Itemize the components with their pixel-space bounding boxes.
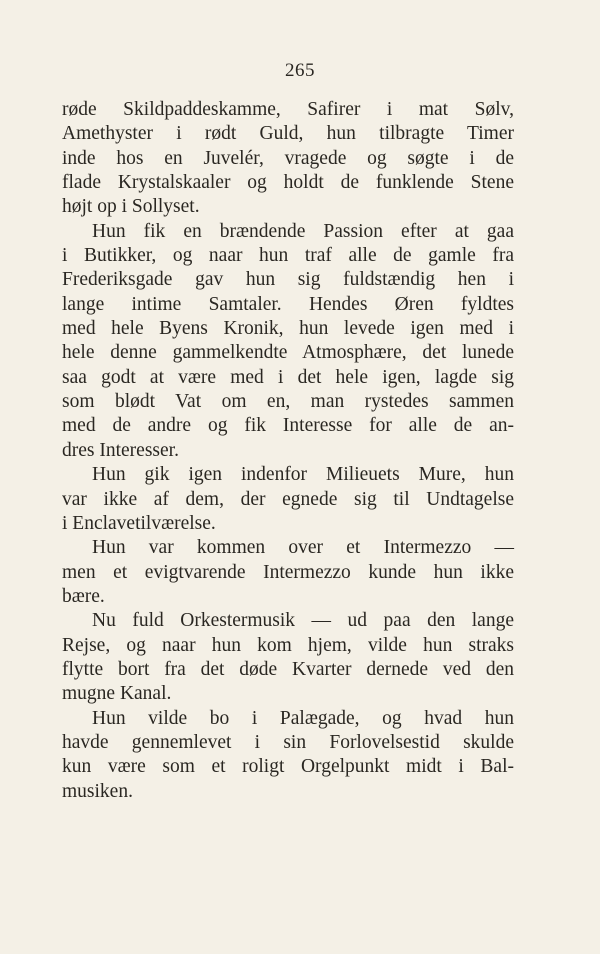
text-line: i Enclavetilværelse. bbox=[62, 512, 216, 534]
page-number: 265 bbox=[285, 60, 315, 81]
text-line: Amethyster i rødt Guld, hun tilbragte Timer bbox=[62, 123, 514, 145]
text-line: var ikke af dem, der egnede sig til Undtagelse bbox=[62, 488, 514, 510]
text-line: røde Skildpaddeskamme, Safirer i mat Sølv, bbox=[62, 99, 514, 120]
text-line: Hun gik igen indenfor Milieuets Mure, hun bbox=[92, 464, 514, 486]
text-line: som blødt Vat om en, man rystedes sammen bbox=[62, 391, 514, 413]
text-line: men et evigtvarende Intermezzo kunde hun ikke bbox=[62, 561, 514, 583]
text-line: Rejse, og naar hun kom hjem, vilde hun straks bbox=[62, 634, 514, 656]
text-line: havde gennemlevet i sin Forlovelsestid skulde bbox=[62, 731, 514, 753]
text-line: flade Krystalskaaler og holdt de funklende Stene bbox=[62, 172, 514, 194]
text-line: med hele Byens Kronik, hun levede igen med i bbox=[62, 318, 514, 340]
text-line: Frederiksgade gav hun sig fuldstændig hen i bbox=[62, 269, 514, 291]
text-line: højt op i Sollyset. bbox=[62, 196, 200, 218]
text-line: mugne Kanal. bbox=[62, 683, 172, 705]
text-line: flytte bort fra det døde Kvarter dernede ved den bbox=[62, 658, 514, 680]
text-line: kun være som et roligt Orgelpunkt midt i Bal- bbox=[62, 756, 514, 778]
text-line: bære. bbox=[62, 585, 105, 607]
text-line: dres Interesser. bbox=[62, 439, 179, 461]
text-line: Hun vilde bo i Palægade, og hvad hun bbox=[92, 707, 514, 729]
text-line: inde hos en Juvelér, vragede og søgte i de bbox=[62, 147, 514, 169]
text-line: saa godt at være med i det hele igen, lagde sig bbox=[62, 366, 514, 388]
body-text bbox=[62, 98, 514, 804]
text-line: med de andre og fik Interesse for alle de an- bbox=[62, 415, 514, 437]
text-line: hele denne gammelkendte Atmosphære, det lunede bbox=[62, 342, 514, 364]
text-line: musiken. bbox=[62, 780, 133, 802]
text-line: Nu fuld Orkestermusik — ud paa den lange bbox=[92, 610, 514, 632]
text-line: lange intime Samtaler. Hendes Øren fyldtes bbox=[62, 293, 514, 315]
text-line: Hun var kommen over et Intermezzo — bbox=[92, 537, 514, 559]
text-line: Hun fik en brændende Passion efter at gaa bbox=[92, 220, 514, 242]
text-line: i Butikker, og naar hun traf alle de gamle fra bbox=[62, 245, 514, 267]
